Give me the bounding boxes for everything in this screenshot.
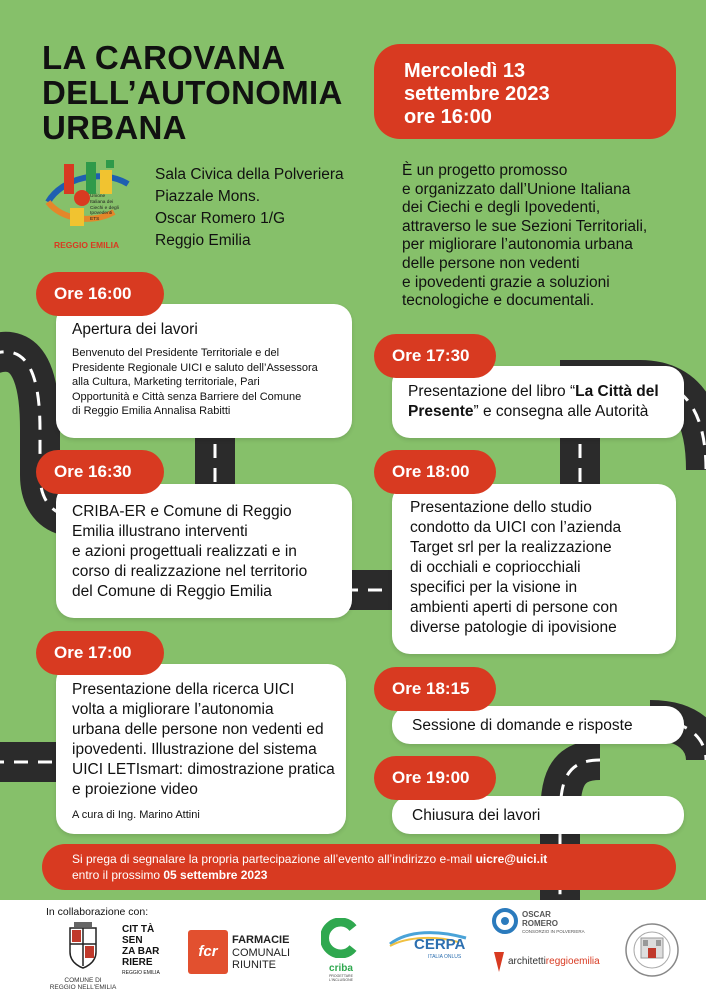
session-line (408, 402, 659, 422)
intro-line: attraverso le sue Sezioni Territoriali, (402, 217, 648, 235)
time-badge-1900: Ore 19:00 (374, 756, 496, 800)
coat-of-arms-icon (48, 922, 118, 972)
session-line (408, 382, 659, 402)
book-text: ” e consegna alle Autorità (473, 403, 649, 420)
architetti-icon (492, 950, 506, 974)
session-line: Presentazione dello studio (410, 499, 592, 516)
comune-text: REGGIO NELL'EMILIA (49, 984, 117, 991)
logo-text: architetti (508, 956, 546, 967)
book-title: La Città del (575, 383, 659, 400)
session-title: Chiusura dei lavori (412, 807, 541, 824)
logo-text: ZA BAR (122, 946, 160, 957)
logo-text: reggioemilia (545, 956, 600, 967)
deadline-date: 05 settembre 2023 (163, 868, 268, 882)
title-line: DELL’AUTONOMIA (42, 74, 343, 111)
registration-notice (42, 844, 676, 890)
session-detail-line: Benvenuto del Presidente Territoriale e del (72, 347, 280, 359)
intro-line: e ipovedenti grazie a soluzioni (402, 273, 610, 291)
time-line: ore 16:00 (404, 106, 492, 128)
title-line: URBANA (42, 109, 187, 146)
session-line: del Comune di Reggio Emilia (72, 583, 272, 600)
cerpa-logo (388, 928, 468, 978)
project-intro (402, 162, 702, 311)
intro-line: tecnologiche e documentali. (402, 292, 595, 310)
session-line: ipovedenti. Illustrazione del sistema (72, 741, 317, 758)
schedule-card-1600 (56, 304, 352, 438)
logo-text: REGGIO EMILIA (122, 970, 160, 976)
criba-logo (318, 918, 364, 988)
schedule-card-1815 (392, 706, 684, 744)
intro-line: È un progetto promosso (402, 162, 568, 179)
session-detail-line: alla Cultura, Marketing territoriale, Pari (72, 376, 260, 388)
schedule-card-1700 (56, 664, 346, 834)
logo-text: PROGETTARE L'INCLUSIONE (328, 974, 353, 982)
citta-senza-barriere-logo (122, 924, 182, 988)
logo-text: Ipovedenti (90, 211, 113, 217)
time-badge-1600: Ore 16:00 (36, 272, 164, 316)
event-date-box (374, 44, 676, 139)
event-title (42, 40, 362, 145)
date-line: Mercoledì 13 (404, 60, 526, 82)
session-line: CRIBA-ER e Comune di Reggio (72, 503, 292, 520)
session-line: Target srl per la realizzazione (410, 539, 612, 556)
session-line: ambienti aperti di persone con (410, 599, 618, 616)
venue-address (155, 164, 344, 252)
time-badge-1700: Ore 17:00 (36, 631, 164, 675)
logo-text: ITALIA ONLUS (428, 954, 462, 960)
session-credit: A cura di Ing. Marino Attini (72, 809, 200, 821)
time-badge-1730: Ore 17:30 (374, 334, 496, 378)
title-line: LA CAROVANA (42, 39, 286, 76)
logo-text: Italiana dei (90, 199, 114, 205)
oscar-romero-logo (492, 908, 612, 942)
session-detail-line: Opportunità e Città senza Barriere del Comune (72, 390, 302, 403)
session-line: corso di realizzazione nel territorio (72, 563, 308, 580)
logo-text: SEN (122, 935, 143, 946)
contact-email-link[interactable]: uicre@uici.it (475, 852, 548, 866)
session-line: Emilia illustrano interventi (72, 523, 248, 540)
time-badge-1630: Ore 16:30 (36, 450, 164, 494)
fcr-mark: fcr (188, 930, 228, 974)
session-line: e azioni progettuali realizzati e in (72, 543, 297, 560)
partners-footer (0, 900, 706, 1000)
logo-text: ETS (90, 217, 100, 223)
session-detail-line: Presidente Regionale UICI e saluto dell’Assessora (72, 361, 318, 374)
logo-text: RIUNITE (232, 959, 276, 971)
logo-text: CONSORZIO IN POLVERIERA (522, 929, 585, 934)
session-line: di occhiali e copriocchiali (410, 559, 581, 576)
ordine-seal-logo (624, 922, 680, 978)
intro-line: e organizzato dall’Unione Italiana (402, 180, 631, 198)
comune-text: COMUNE DI (64, 977, 102, 984)
logo-text: criba (329, 963, 353, 974)
intro-line: dei Ciechi e degli Ipovedenti, (402, 199, 601, 217)
logo-text: ROMERO (522, 919, 558, 928)
logo-text: Unione (90, 194, 106, 199)
seal-icon (624, 922, 680, 978)
venue-line: Reggio Emilia (155, 232, 251, 249)
logo-text: COMUNALI (232, 946, 291, 959)
book-text: Presentazione del libro “ (408, 383, 576, 400)
schedule-card-1800 (392, 484, 676, 654)
session-line: volta a migliorare l’autonomia (72, 701, 274, 718)
schedule-card-1900 (392, 796, 684, 834)
session-line: Presentazione della ricerca UICI (72, 681, 295, 698)
session-line: specifici per la visione in (410, 579, 578, 596)
logo-text: Ciechi e degli (90, 205, 119, 211)
session-line: condotto da UICI con l’azienda (410, 519, 622, 536)
oscar-romero-icon (492, 908, 518, 934)
session-title: Sessione di domande e risposte (412, 717, 633, 734)
logo-city: REGGIO EMILIA (54, 240, 120, 250)
session-line: diverse patologie di ipovisione (410, 619, 617, 636)
venue-line: Oscar Romero 1/G (155, 210, 286, 227)
session-detail-line: di Reggio Emilia Annalisa Rabitti (72, 405, 231, 417)
logo-text: CERPA (414, 936, 466, 953)
time-badge-1815: Ore 18:15 (374, 667, 496, 711)
date-line: settembre 2023 (404, 83, 550, 105)
time-badge-1800: Ore 18:00 (374, 450, 496, 494)
session-line: urbana delle persone non vedenti ed (72, 721, 324, 738)
comune-logo (48, 922, 118, 992)
venue-line: Piazzale Mons. (155, 188, 261, 205)
collab-label: In collaborazione con: (46, 906, 149, 918)
uici-logo (42, 158, 142, 254)
logo-text: FARMACIE (232, 934, 290, 946)
logo-text: OSCAR (522, 910, 551, 919)
session-line: e proiezione video (72, 781, 198, 798)
notice-text: Si prega di segnalare la propria partecipazione all’evento all’indirizzo e-mail (72, 852, 476, 866)
logo-text: RIERE (122, 957, 153, 968)
session-title: Apertura dei lavori (72, 321, 198, 338)
book-title: Presente (408, 403, 474, 420)
architetti-logo (492, 950, 622, 980)
venue-line: Sala Civica della Polveriera (155, 166, 344, 183)
schedule-card-1630 (56, 484, 352, 618)
intro-line: per migliorare l’autonomia urbana (402, 236, 633, 254)
notice-text: entro il prossimo (72, 868, 164, 882)
intro-line: delle persone non vedenti (402, 254, 580, 272)
criba-icon (321, 918, 361, 958)
session-line: UICI LETIsmart: dimostrazione pratica (72, 761, 335, 778)
farmacie-logo (188, 928, 298, 978)
logo-text: CIT TÀ (122, 924, 155, 935)
